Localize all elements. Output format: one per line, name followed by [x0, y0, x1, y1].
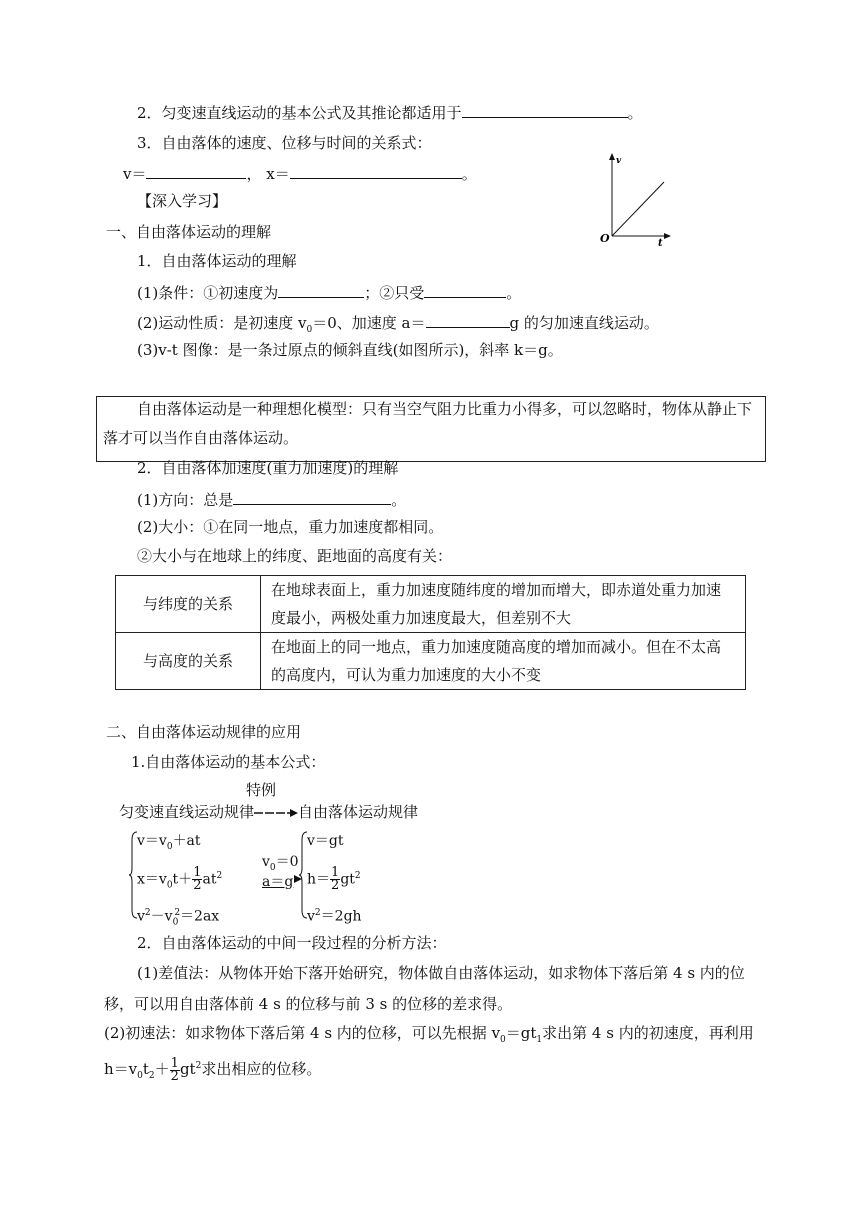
note-line-2: 落才可以当作自由落体运动。 [103, 429, 299, 447]
motion-nature-line: (2)运动性质：是初速度 $v_0=0$、加速度 a＝ g 的匀加速直线运动。 [137, 311, 659, 340]
method-1-line-1: (1)差值法：从物体开始下落开始研究，物体做自由落体运动，如求物体下落后第 4 s 内的位 [137, 964, 745, 982]
origin-label: O [600, 232, 610, 245]
method-1-line-2: 移，可以用自由落体前 4 s 的位移与前 3 s 的位移的差求得。 [104, 995, 513, 1013]
intro-formula-line: v＝ ， x＝ 。 [123, 162, 477, 184]
method-2-line-1: (2)初速法：如求物体下落后第 4 s 内的位移，可以先根据 $v_0=gt_1$求出第 4 s 内的初速度，再利用 [104, 1024, 754, 1045]
section-1-sub-1: 1．自由落体运动的理解 [137, 252, 297, 270]
condition-a: a＝g [262, 874, 294, 890]
row-value: 在地面上的同一地点，重力加速度随高度的增加而减小。但在不太高 的高度内，可认为重力加速度的大小不变 [261, 633, 746, 690]
answer-blank[interactable] [424, 281, 506, 298]
vt-graph [596, 150, 676, 248]
section-1-sub-2: 2．自由落体加速度(重力加速度)的理解 [137, 459, 399, 477]
answer-blank[interactable] [290, 162, 462, 179]
left-formula-3: $v^2-v_0^2=2ax$ [137, 908, 220, 928]
t-axis-label: t [658, 238, 663, 248]
special-case-label: 特例 [246, 781, 277, 799]
condition-v0: $v_0=0$ [262, 854, 299, 873]
section-2-sub-2: 2．自由落体运动的中间一段过程的分析方法： [137, 934, 447, 952]
row-key: 与纬度的关系 [116, 576, 261, 633]
section-2-title: 二、自由落体运动规律的应用 [106, 723, 302, 741]
condition-line: (1)条件：①初速度为 ；②只受 。 [137, 281, 521, 303]
vt-image-line: (3)v-t 图像：是一条过原点的倾斜直线(如图所示)，斜率 k＝g。 [137, 341, 563, 359]
deep-learning-header: 【深入学习】 [137, 192, 228, 210]
answer-blank[interactable] [146, 162, 246, 179]
answer-blank[interactable] [462, 101, 628, 118]
left-formula-2: $x=v_0t+$ $\frac{1}{2}$ $at^2$ [137, 865, 223, 894]
left-formula-1: $v=v_0+at$ [137, 833, 201, 852]
right-formula-3: $v^2=2gh$ [307, 908, 362, 925]
right-formula-1: v＝gt [307, 833, 344, 849]
arrow-icon [254, 807, 298, 819]
right-formula-2: h＝ $\frac{1}{2}$ $gt^2$ [307, 865, 361, 894]
size-line-2: ②大小与在地球上的纬度、距地面的高度有关： [137, 547, 453, 565]
method-2-line-2: $h=v_0t_2+$ $\frac{1}{2}$ $gt^2$求出相应的位移。 [104, 1055, 322, 1084]
section-2-sub-1: 1.自由落体运动的基本公式： [131, 753, 326, 771]
note-line-1: 自由落体运动是一种理想化模型：只有当空气阻力比重力小得多，可以忽略时，物体从静止下 [137, 400, 753, 418]
direction-line: (1)方向：总是 。 [137, 488, 406, 510]
table-row [116, 576, 746, 633]
intro-item-2: 2．匀变速直线运动的基本公式及其推论都适用于 。 [137, 101, 643, 123]
rule-arrow-line: 匀变速直线运动规律 自由落体运动规律 [119, 803, 419, 821]
answer-blank[interactable] [278, 281, 364, 298]
answer-blank[interactable] [426, 311, 510, 328]
row-value: 在地球表面上，重力加速度随纬度的增加而增大，即赤道处重力加速 度最小，两极处重力加速度最大，但差别不大 [261, 576, 746, 633]
section-1-title: 一、自由落体运动的理解 [106, 223, 272, 241]
v-axis-label: v [616, 156, 622, 166]
table-row [116, 633, 746, 690]
relation-table [115, 575, 746, 690]
row-key: 与高度的关系 [116, 633, 261, 690]
intro-item-3: 3．自由落体的速度、位移与时间的关系式： [137, 134, 432, 152]
answer-blank[interactable] [233, 488, 391, 505]
size-line-1: (2)大小：①在同一地点，重力加速度都相同。 [137, 518, 444, 536]
